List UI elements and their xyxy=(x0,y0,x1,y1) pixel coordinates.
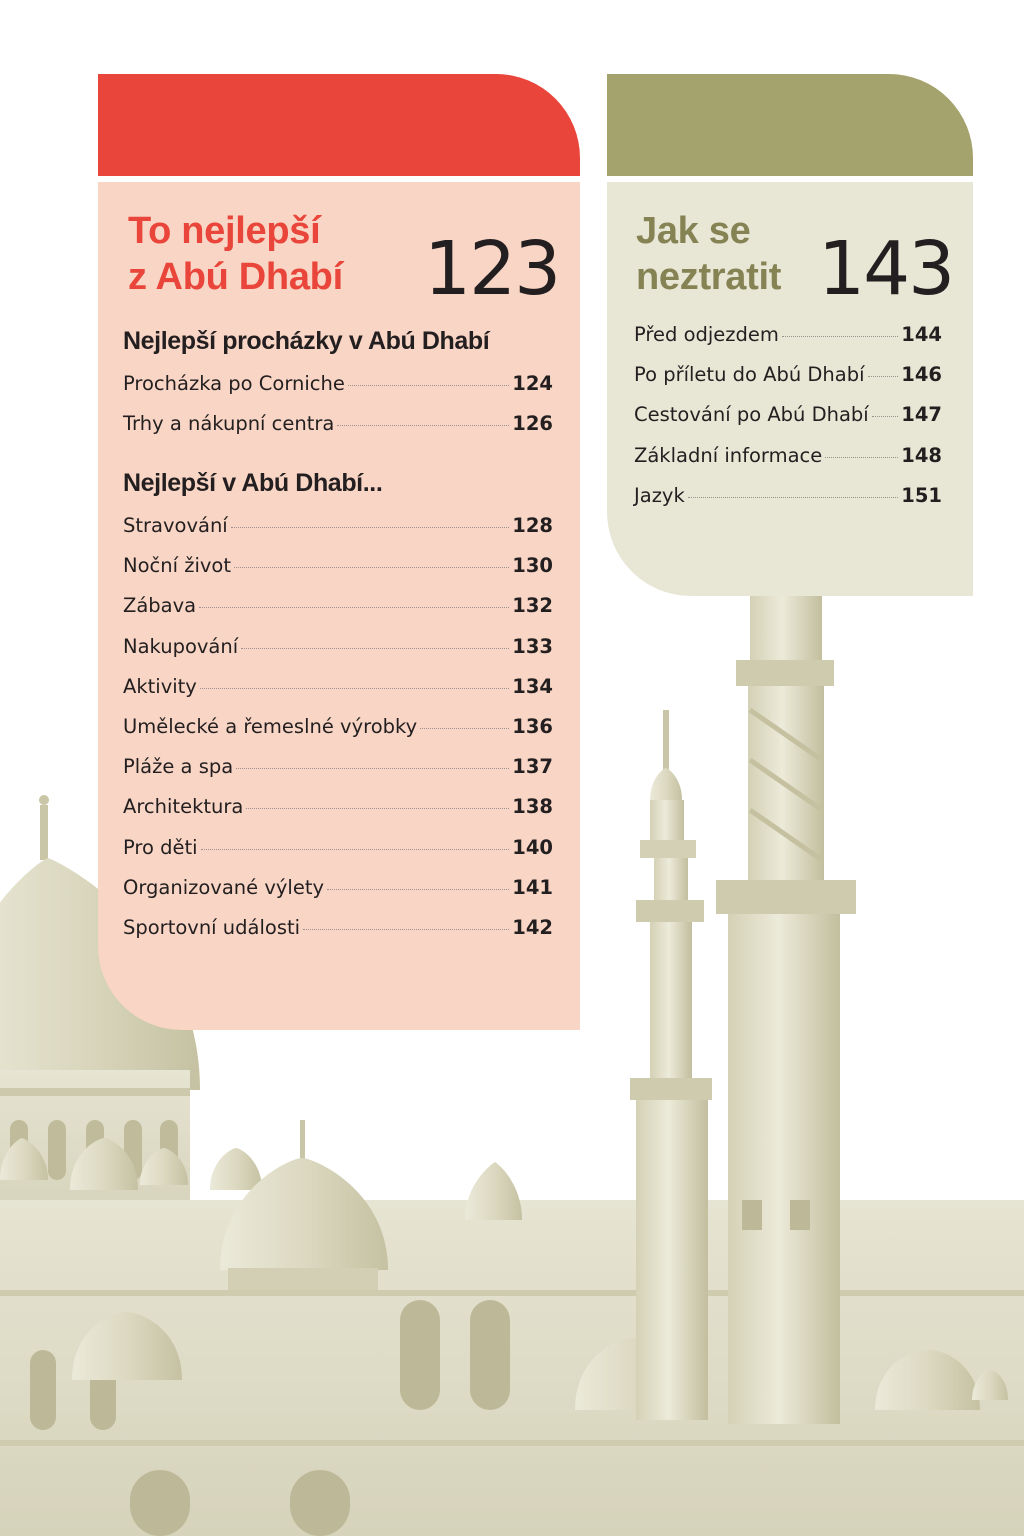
dot-leader xyxy=(348,385,509,386)
dot-leader xyxy=(246,808,509,809)
section-tab-best xyxy=(98,74,580,176)
dot-leader xyxy=(241,648,509,649)
toc-entry-label: Stravování xyxy=(123,514,228,537)
toc-entry-page-number: 133 xyxy=(512,634,553,658)
section-title-line: z Abú Dhabí xyxy=(128,256,343,298)
section-title-line: neztratit xyxy=(636,256,782,298)
best-of-toc-list xyxy=(123,514,553,956)
toc-entry-label: Trhy a nákupní centra xyxy=(123,412,335,436)
toc-entry[interactable] xyxy=(123,715,553,755)
toc-entry-page-number: 151 xyxy=(901,483,942,507)
toc-entry[interactable] xyxy=(123,412,553,452)
toc-entry-page-number: 134 xyxy=(512,674,553,698)
toc-entry[interactable] xyxy=(634,323,942,363)
toc-entry-page-number: 132 xyxy=(512,594,553,618)
toc-entry-label: Základní informace xyxy=(634,443,823,467)
walks-heading: Nejlepší procházky v Abú Dhabí xyxy=(123,327,490,355)
dot-leader xyxy=(327,889,509,890)
toc-entry-label: Po příletu do Abú Dhabí xyxy=(634,363,865,387)
dot-leader xyxy=(420,728,509,729)
section-number-survival: 143 xyxy=(818,226,954,312)
toc-entry[interactable] xyxy=(123,594,553,634)
toc-entry-label: Pro děti xyxy=(123,835,198,859)
toc-entry[interactable] xyxy=(123,554,553,594)
toc-entry-page-number: 138 xyxy=(512,795,553,819)
toc-entry-page-number: 128 xyxy=(512,514,553,537)
dot-leader xyxy=(199,607,509,608)
best-of-heading: Nejlepší v Abú Dhabí... xyxy=(123,469,383,497)
toc-entry-label: Nakupování xyxy=(123,634,239,658)
toc-entry-page-number: 142 xyxy=(512,915,553,939)
toc-entry[interactable] xyxy=(123,836,553,876)
dot-leader xyxy=(200,688,509,689)
toc-entry-page-number: 136 xyxy=(512,714,553,738)
toc-entry-label: Před odjezdem xyxy=(634,323,779,346)
section-title-best xyxy=(128,208,343,300)
survival-toc-list xyxy=(634,323,942,524)
toc-entry[interactable] xyxy=(123,635,553,675)
section-tab-survival xyxy=(607,74,973,176)
toc-entry-page-number: 146 xyxy=(901,363,942,387)
toc-entry-page-number: 148 xyxy=(901,443,942,467)
toc-entry[interactable] xyxy=(123,755,553,795)
dot-leader xyxy=(236,768,509,769)
toc-entry[interactable] xyxy=(634,363,942,403)
toc-entry-label: Architektura xyxy=(123,795,244,819)
toc-entry-label: Cestování po Abú Dhabí xyxy=(634,403,869,427)
dot-leader xyxy=(337,425,509,426)
toc-entry[interactable] xyxy=(123,675,553,715)
toc-entry[interactable] xyxy=(123,876,553,916)
toc-entry[interactable] xyxy=(123,514,553,554)
toc-entry-label: Aktivity xyxy=(123,674,197,698)
toc-entry[interactable] xyxy=(634,484,942,524)
toc-entry-page-number: 130 xyxy=(512,554,553,578)
dot-leader xyxy=(201,849,510,850)
toc-entry-page-number: 140 xyxy=(512,835,553,859)
toc-entry-page-number: 124 xyxy=(512,372,553,395)
toc-entry-page-number: 137 xyxy=(512,755,553,779)
toc-entry-label: Pláže a spa xyxy=(123,755,234,779)
dot-leader xyxy=(688,497,899,498)
toc-entry-label: Organizované výlety xyxy=(123,875,325,899)
dot-leader xyxy=(231,527,510,528)
tall-minaret xyxy=(716,596,856,1424)
toc-entry[interactable] xyxy=(123,372,553,412)
section-title-survival xyxy=(636,208,781,300)
dot-leader xyxy=(868,376,899,377)
dot-leader xyxy=(872,416,899,417)
small-minaret xyxy=(630,710,712,1420)
toc-entry-label: Jazyk xyxy=(634,483,685,507)
toc-entry-label: Procházka po Corniche xyxy=(123,372,345,395)
central-dome xyxy=(220,1120,388,1290)
toc-entry-label: Zábava xyxy=(123,594,197,618)
toc-entry[interactable] xyxy=(123,795,553,835)
toc-entry-label: Sportovní události xyxy=(123,915,301,939)
section-title-line: Jak se xyxy=(636,210,751,252)
dot-leader xyxy=(782,336,898,337)
toc-entry[interactable] xyxy=(634,444,942,484)
toc-entry-page-number: 147 xyxy=(901,403,942,427)
toc-entry-page-number: 144 xyxy=(901,323,942,346)
toc-entry-page-number: 126 xyxy=(512,412,553,436)
toc-entry[interactable] xyxy=(123,916,553,956)
toc-entry-page-number: 141 xyxy=(512,875,553,899)
toc-entry-label: Umělecké a řemeslné výrobky xyxy=(123,714,418,738)
dot-leader xyxy=(825,457,898,458)
toc-entry[interactable] xyxy=(634,403,942,443)
dot-leader xyxy=(234,567,509,568)
toc-entry-label: Noční život xyxy=(123,554,231,578)
walks-toc-list xyxy=(123,372,553,452)
dot-leader xyxy=(303,929,509,930)
section-title-line: To nejlepší xyxy=(128,210,321,252)
section-number-best: 123 xyxy=(424,226,560,312)
